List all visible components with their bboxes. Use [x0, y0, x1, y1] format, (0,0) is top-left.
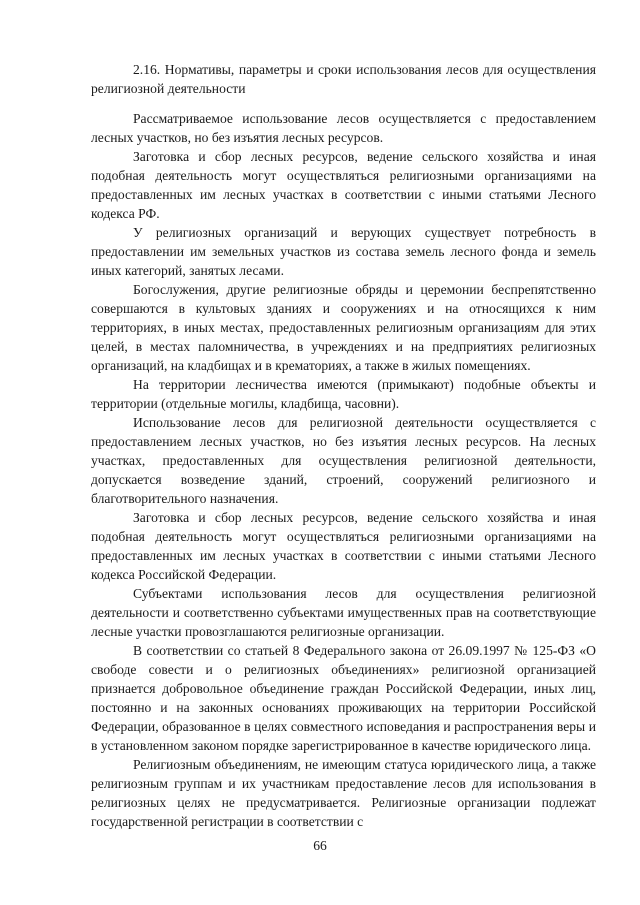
page-content [91, 60, 596, 831]
paragraph-3: У религиозных организаций и верующих существует потребность в предоставлении им земельных участков из состава земель лесного фонда и земель иных категорий, занятых лесами. [91, 225, 596, 278]
paragraph-10: Религиозным объединениям, не имеющим статуса юридического лица, а также религиозным группам и их участникам предоставление лесов для использования в религиозных целях не предусматривается. Религиозные организации подлежат государственной регистрации в соответствии с [91, 757, 596, 829]
paragraph-7: Заготовка и сбор лесных ресурсов, ведение сельского хозяйства и иная подобная деятельность могут осуществляться религиозными организациями на предоставленных им лесных участках в соответствии с иными статьями Лесного кодекса Российской Федерации. [91, 510, 596, 582]
paragraph-2: Заготовка и сбор лесных ресурсов, ведение сельского хозяйства и иная подобная деятельность могут осуществляться религиозными организациями на предоставленных им лесных участках в соответствии с иными статьями Лесного кодекса РФ. [91, 149, 596, 221]
paragraph-1: Рассматриваемое использование лесов осуществляется с предоставлением лесных участков, но без изъятия лесных ресурсов. [91, 111, 596, 145]
paragraph-4: Богослужения, другие религиозные обряды и церемонии беспрепятственно совершаются в культовых зданиях и сооружениях и на относящихся к ним территориях, в иных местах, предоставленных религиозным организациям для этих целей, в местах паломничества, в учреждениях и на предприятиях религиозных организаций, на кладбищах и в крематориях, а также в жилых помещениях. [91, 282, 596, 373]
page-number: 66 [313, 838, 327, 853]
paragraph-8: Субъектами использования лесов для осуществления религиозной деятельности и соответственно субъектами имущественных прав на соответствующие лесные участки провозглашаются религиозные организации. [91, 586, 596, 639]
section-heading: 2.16. Нормативы, параметры и сроки использования лесов для осуществления религиозной деятельности [91, 62, 596, 96]
paragraph-9: В соответствии со статьей 8 Федерального закона от 26.09.1997 № 125-ФЗ «О свободе совести и о религиозных объединениях» религиозной организацией признается добровольное объединение граждан Российской Федерации, иных лиц, постоянно и на законных основаниях проживающих на территории Российской Федерации, образованное в целях совместного исповедания и распространения веры и в установленном законом порядке зарегистрированное в качестве юридического лица. [91, 643, 596, 753]
paragraph-5: На территории лесничества имеются (примыкают) подобные объекты и территории (отдельные могилы, кладбища, часовни). [91, 377, 596, 411]
paragraph-6: Использование лесов для религиозной деятельности осуществляется с предоставлением лесных участков, но без изъятия лесных ресурсов. На лесных участках, предоставленных для осуществления религиозной деятельности, допускается возведение зданий, строений, сооружений религиозного и благотворительного назначения. [91, 415, 596, 506]
